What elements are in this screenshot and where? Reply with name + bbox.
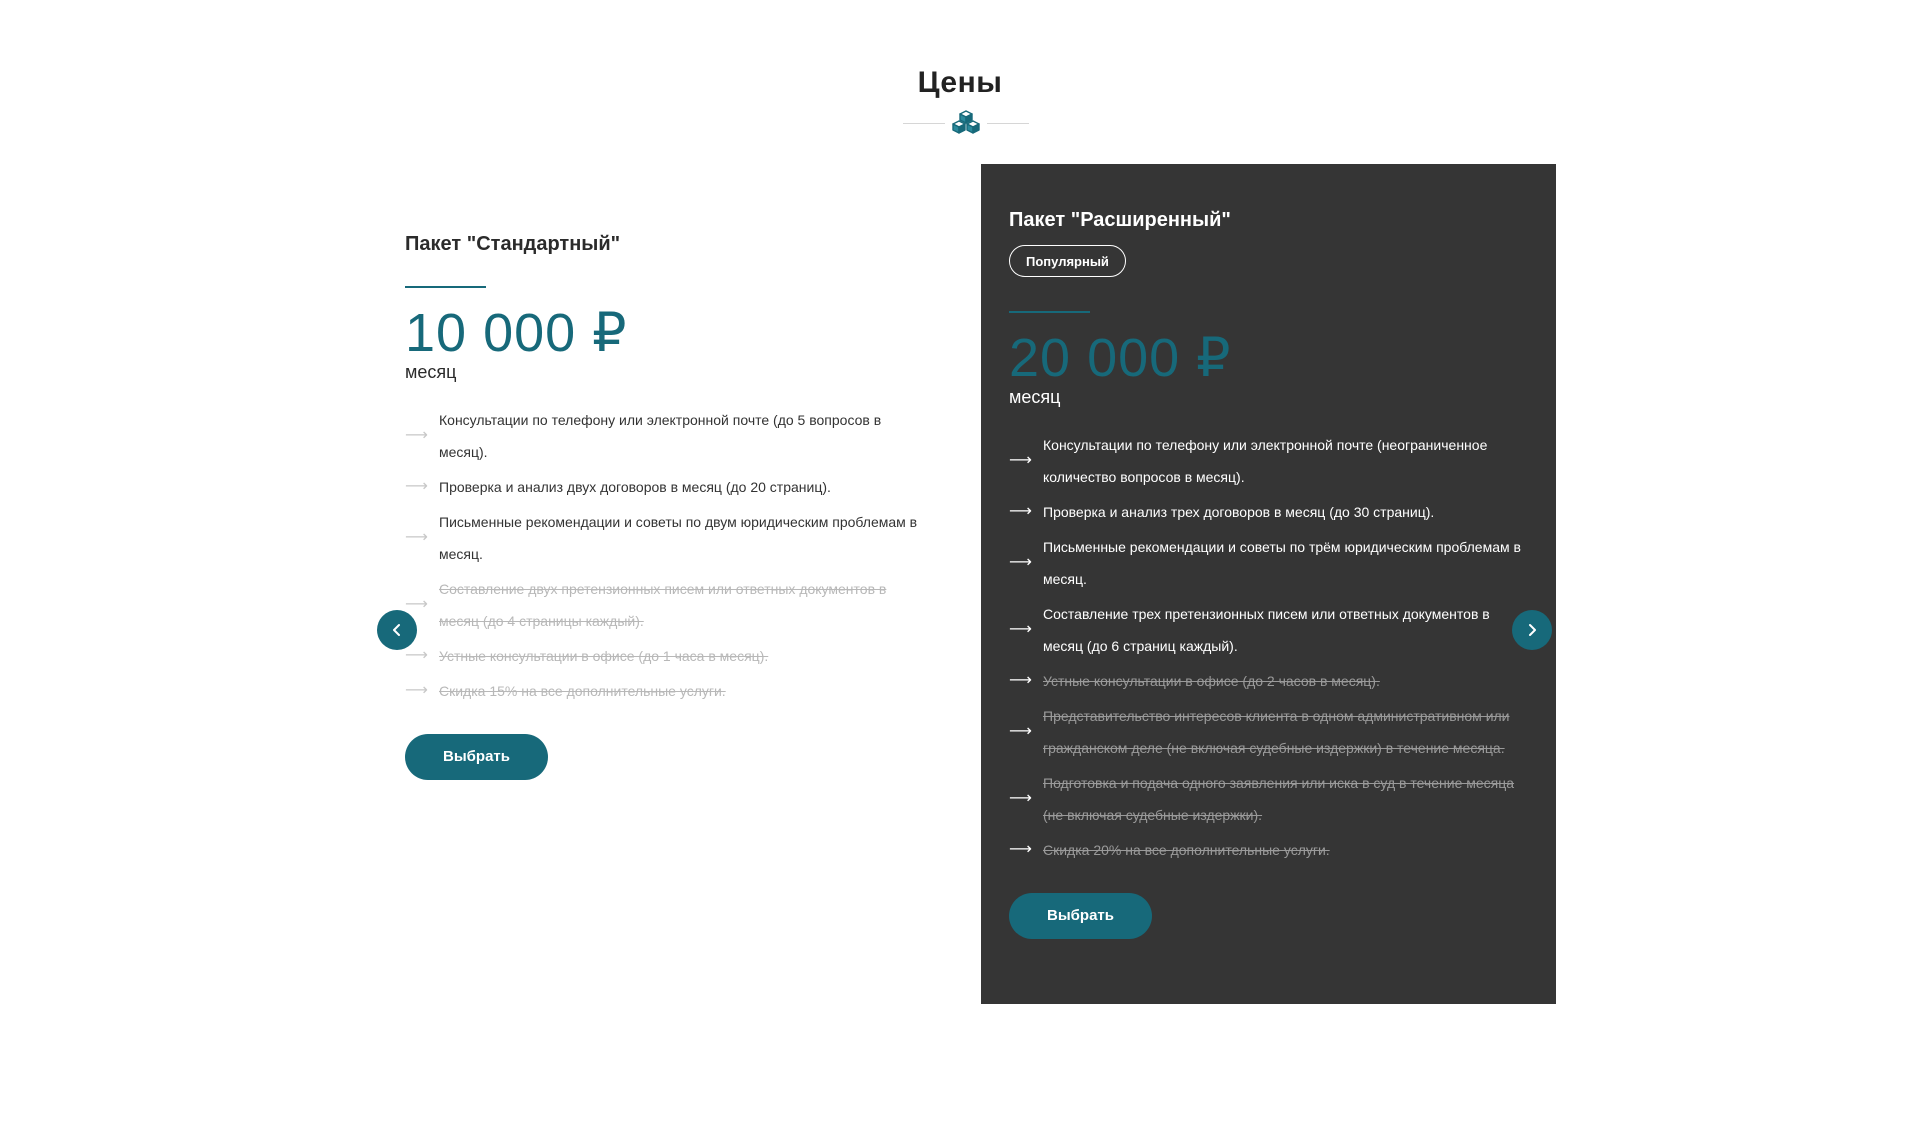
arrow-right-icon: ⟶ xyxy=(1009,554,1032,571)
select-plan-button[interactable]: Выбрать xyxy=(1009,893,1152,939)
arrow-right-icon: ⟶ xyxy=(1009,452,1032,469)
feature-item-excluded xyxy=(1009,767,1528,831)
title-divider xyxy=(903,109,1029,137)
feature-item xyxy=(405,404,925,468)
section-title: Цены xyxy=(917,66,1003,99)
plan-period: месяц xyxy=(405,362,457,382)
arrow-right-icon: ⟶ xyxy=(405,427,428,444)
feature-text: Проверка и анализ двух договоров в месяц (до 20 страниц). xyxy=(439,479,831,495)
carousel-next-button[interactable] xyxy=(1512,610,1552,650)
feature-text: Письменные рекомендации и советы по двум юридическим проблемам в месяц. xyxy=(439,514,918,562)
feature-list xyxy=(1009,429,1528,866)
feature-text: Представительство интересов клиента в одном административном или гражданском деле (не включая судебные издержки) в течение месяца. xyxy=(1043,708,1510,756)
feature-item xyxy=(1009,531,1528,595)
feature-text: Подготовка и подача одного заявления или иска в суд в течение месяца (не включая судебные издержки). xyxy=(1043,775,1515,823)
feature-item-excluded xyxy=(1009,834,1528,866)
select-plan-button[interactable]: Выбрать xyxy=(405,734,548,780)
feature-text: Скидка 20% на все дополнительные услуги. xyxy=(1043,842,1330,858)
feature-text: Устные консультации в офисе (до 2 часов в месяц). xyxy=(1043,673,1380,689)
feature-text: Составление трех претензионных писем или ответных документов в месяц (до 6 страниц каждый). xyxy=(1043,606,1490,654)
divider-line-right xyxy=(987,123,1029,124)
arrow-right-icon: ⟶ xyxy=(1009,672,1032,689)
arrow-right-icon: ⟶ xyxy=(405,596,428,613)
chevron-left-icon xyxy=(389,622,405,638)
feature-item-excluded xyxy=(405,573,925,637)
feature-text: Консультации по телефону или электронной почте (неограниченное количество вопросов в месяц). xyxy=(1043,437,1488,485)
feature-item xyxy=(1009,598,1528,662)
feature-item-excluded xyxy=(1009,700,1528,764)
pricing-card-standard xyxy=(381,164,953,804)
feature-item xyxy=(405,471,925,503)
feature-text: Устные консультации в офисе (до 1 часа в месяц). xyxy=(439,648,769,664)
arrow-right-icon: ⟶ xyxy=(405,529,428,546)
arrow-right-icon: ⟶ xyxy=(1009,790,1032,807)
plan-price: 10 000 ₽ xyxy=(405,303,628,363)
feature-list xyxy=(405,404,925,707)
divider-line-left xyxy=(903,123,945,124)
arrow-right-icon: ⟶ xyxy=(405,478,428,495)
cubes-icon xyxy=(950,109,982,137)
arrow-right-icon: ⟶ xyxy=(1009,723,1032,740)
arrow-right-icon: ⟶ xyxy=(1009,841,1032,858)
arrow-right-icon: ⟶ xyxy=(1009,621,1032,638)
feature-item xyxy=(1009,429,1528,493)
feature-text: Проверка и анализ трех договоров в месяц (до 30 страниц). xyxy=(1043,504,1435,520)
arrow-right-icon: ⟶ xyxy=(1009,503,1032,520)
feature-item-excluded xyxy=(405,675,925,707)
arrow-right-icon: ⟶ xyxy=(405,682,428,699)
popular-badge: Популярный xyxy=(1009,245,1126,277)
arrow-right-icon: ⟶ xyxy=(405,647,428,664)
accent-line xyxy=(405,286,486,288)
carousel-prev-button[interactable] xyxy=(377,610,417,650)
feature-text: Составление двух претензионных писем или ответных документов в месяц (до 4 страницы каждый). xyxy=(439,581,887,629)
feature-item-excluded xyxy=(1009,665,1528,697)
feature-text: Консультации по телефону или электронной почте (до 5 вопросов в месяц). xyxy=(439,412,882,460)
plan-period: месяц xyxy=(1009,387,1061,407)
feature-item-excluded xyxy=(405,640,925,672)
feature-text: Письменные рекомендации и советы по трём юридическим проблемам в месяц. xyxy=(1043,539,1521,587)
accent-line xyxy=(1009,311,1090,313)
plan-title: Пакет "Стандартный" xyxy=(405,233,621,255)
feature-item xyxy=(1009,496,1528,528)
feature-text: Скидка 15% на все дополнительные услуги. xyxy=(439,683,726,699)
feature-item xyxy=(405,506,925,570)
plan-price: 20 000 ₽ xyxy=(1009,328,1232,388)
plan-title: Пакет "Расширенный" xyxy=(1009,209,1231,231)
pricing-card-extended xyxy=(981,164,1556,1004)
chevron-right-icon xyxy=(1524,622,1540,638)
